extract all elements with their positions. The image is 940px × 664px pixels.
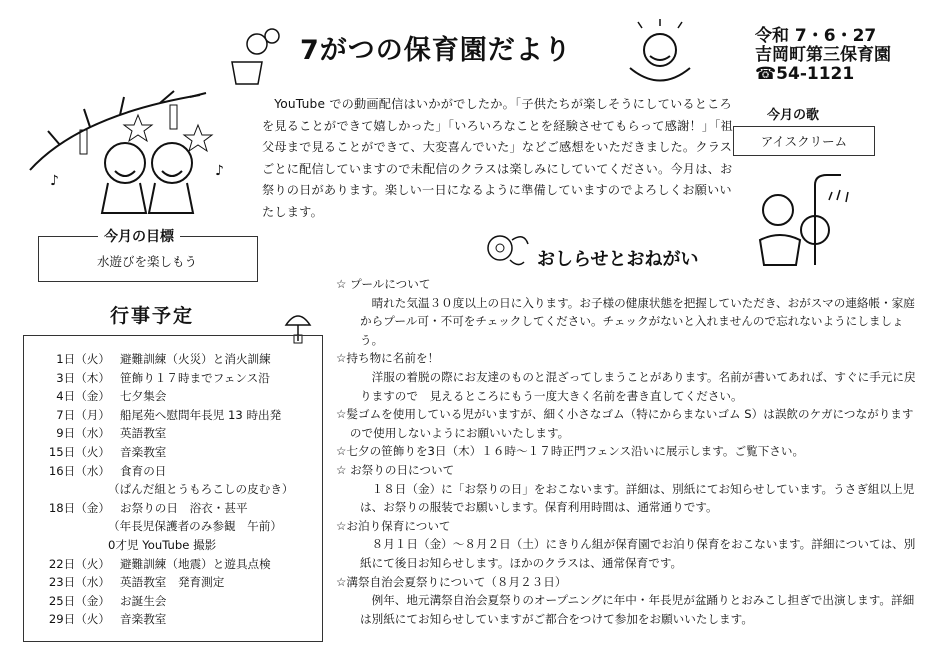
- schedule-event: 避難訓練（地震）と遊具点検: [120, 556, 271, 571]
- morning-glory-illustration: [482, 230, 532, 275]
- schedule-event: 食育の日: [120, 463, 167, 478]
- schedule-date: 25日（金）: [48, 593, 110, 608]
- schedule-date: 23日（水）: [48, 575, 110, 590]
- schedule-date: 9日（水）: [56, 426, 110, 441]
- notice-body: 例年、地元溝祭自治会夏祭りのオープニングに年中・年長児が盆踊りとおみこし担ぎで出演します。詳細は別紙にてお知らせしていますがご都合をつけて参加をお願いいたします。: [360, 593, 915, 626]
- schedule-event: 英語教室 発育測定: [120, 575, 225, 590]
- shower-children-illustration: [740, 170, 860, 270]
- song-title: アイスクリーム: [760, 134, 848, 149]
- schedule-row: [30, 499, 320, 518]
- phone-number: ☎54-1121: [755, 64, 855, 84]
- schedule-event: 七夕集会: [120, 389, 167, 404]
- schedule-note: （年長児保護者のみ参観 午前）: [108, 519, 282, 534]
- schedule-list: [30, 350, 320, 629]
- schedule-row: [30, 406, 320, 425]
- schedule-date: 29日（火）: [48, 612, 110, 627]
- tanabata-children-illustration: [20, 75, 250, 225]
- notice-heading: ☆お泊り保育について: [336, 518, 451, 533]
- schedule-date: 18日（金）: [48, 500, 110, 515]
- intro-paragraph: YouTube での動画配信はいかがでしたか。「子供たちが楽しそうにしているところを見ることができて嬉しかった」「いろいろなことを経験させてもらって感謝！」「祖父母まで見ることができて、大変喜んでいた」などご感想をいただきました。クラスごとに配信していますので未配信のクラスは楽しみにしていてください。今月は、お祭りの日があります。楽しい一日になるように準備していますのでよろしくお願いいたします。: [262, 97, 733, 219]
- schedule-row: [30, 610, 320, 629]
- schedule-date: 4日（金）: [56, 389, 110, 404]
- schedule-title: 行事予定: [110, 305, 195, 327]
- schedule-row: [30, 573, 320, 592]
- flower-pot-illustration: [222, 22, 292, 92]
- schedule-event: 音楽教室: [120, 612, 167, 627]
- svg-text:♪: ♪: [50, 173, 59, 189]
- schedule-date: 1日（火）: [56, 352, 110, 366]
- schedule-event: お祭りの日 浴衣・甚平: [120, 500, 248, 515]
- goal-label: 今月の目標: [98, 226, 180, 246]
- schedule-event: 英語教室: [120, 426, 167, 441]
- issue-date: 令和 7・6・27: [755, 26, 877, 46]
- schedule-row: [30, 462, 320, 481]
- notice-heading: ☆ プールについて: [336, 277, 431, 291]
- schedule-event: 避難訓練（火災）と消火訓練: [120, 352, 271, 366]
- schedule-date: 16日（水）: [48, 463, 110, 478]
- schedule-event: 船尾苑へ慰問年長児 13 時出発: [120, 407, 282, 422]
- notice-body: 洋服の着脱の際にお友達のものと混ざってしまうことがあります。名前が書いてあれば、すぐに手元に戻りますので 見えるところにもう一度大きく名前を書き直してください。: [360, 369, 916, 403]
- notice-body: １８日（金）に「お祭りの日」をおこないます。詳細は、別紙にてお知らせしています。うさぎ組以上児は、お祭りの服装でお願いします。保育利用時間は、通常通りです。: [360, 481, 915, 515]
- notice-body: ８月１日（金）～８月２日（土）にきりん組が保育園でお泊り保育をおこないます。詳細については、別紙にて後日お知らせします。ほかのクラスは、通常保育です。: [360, 537, 916, 570]
- schedule-date: 22日（火）: [48, 556, 110, 571]
- song-box: [733, 126, 875, 156]
- schedule-note: 0才児 YouTube 撮影: [108, 537, 217, 552]
- notice-heading: ☆七夕の笹飾りを3日（木）１６時～１７時正門フェンス沿いに展示します。ご覧下さい。: [336, 444, 805, 459]
- schedule-row: [30, 387, 320, 406]
- schedule-row: [30, 350, 320, 369]
- schedule-event: お誕生会: [120, 593, 167, 608]
- notice-heading: ☆溝祭自治会夏祭りについて（８月２３日）: [336, 574, 567, 589]
- schedule-date: 15日（火）: [48, 444, 110, 459]
- schedule-row: [30, 592, 320, 611]
- schedule-row: [30, 443, 320, 462]
- schedule-row: [30, 424, 320, 443]
- schedule-date: 3日（木）: [56, 370, 110, 385]
- notice-body: 晴れた気温３０度以上の日に入ります。お子様の健康状態を把握していただき、おがスマの連絡帳・家庭からプール可・不可をチェックしてください。チェックがないと入れませんので忘れないようにしましょう。: [360, 295, 915, 347]
- notice-heading: ☆ お祭りの日について: [336, 462, 455, 477]
- svg-text:♪: ♪: [215, 163, 224, 179]
- school-name: 吉岡町第三保育園: [755, 45, 891, 65]
- song-label: 今月の歌: [767, 108, 820, 123]
- schedule-date: 7日（月）: [56, 407, 110, 422]
- schedule-event: 音楽教室: [120, 444, 167, 459]
- notice-heading: ☆持ち物に名前を！: [336, 351, 440, 366]
- child-splashing-illustration: [620, 18, 700, 93]
- notices-list: [336, 275, 916, 628]
- goal-text: 水遊びを楽しもう: [96, 254, 197, 269]
- schedule-note: （ぱんだ組とうもろこしの皮むき）: [108, 482, 294, 497]
- newsletter-title: 7がつの保育園だより: [300, 35, 572, 66]
- schedule-row: [30, 555, 320, 574]
- notice-heading: ☆髪ゴムを使用している児がいますが、細く小さなゴム（特にからまないゴム S）は誤飲のケガにつながりますので使用しないようにお願いいたします。: [336, 407, 914, 440]
- schedule-row: [30, 369, 320, 388]
- schedule-event: 笹飾り１７時までフェンス沿: [120, 370, 270, 385]
- header-info: [755, 27, 891, 84]
- notices-title: おしらせとおねがい: [537, 249, 699, 270]
